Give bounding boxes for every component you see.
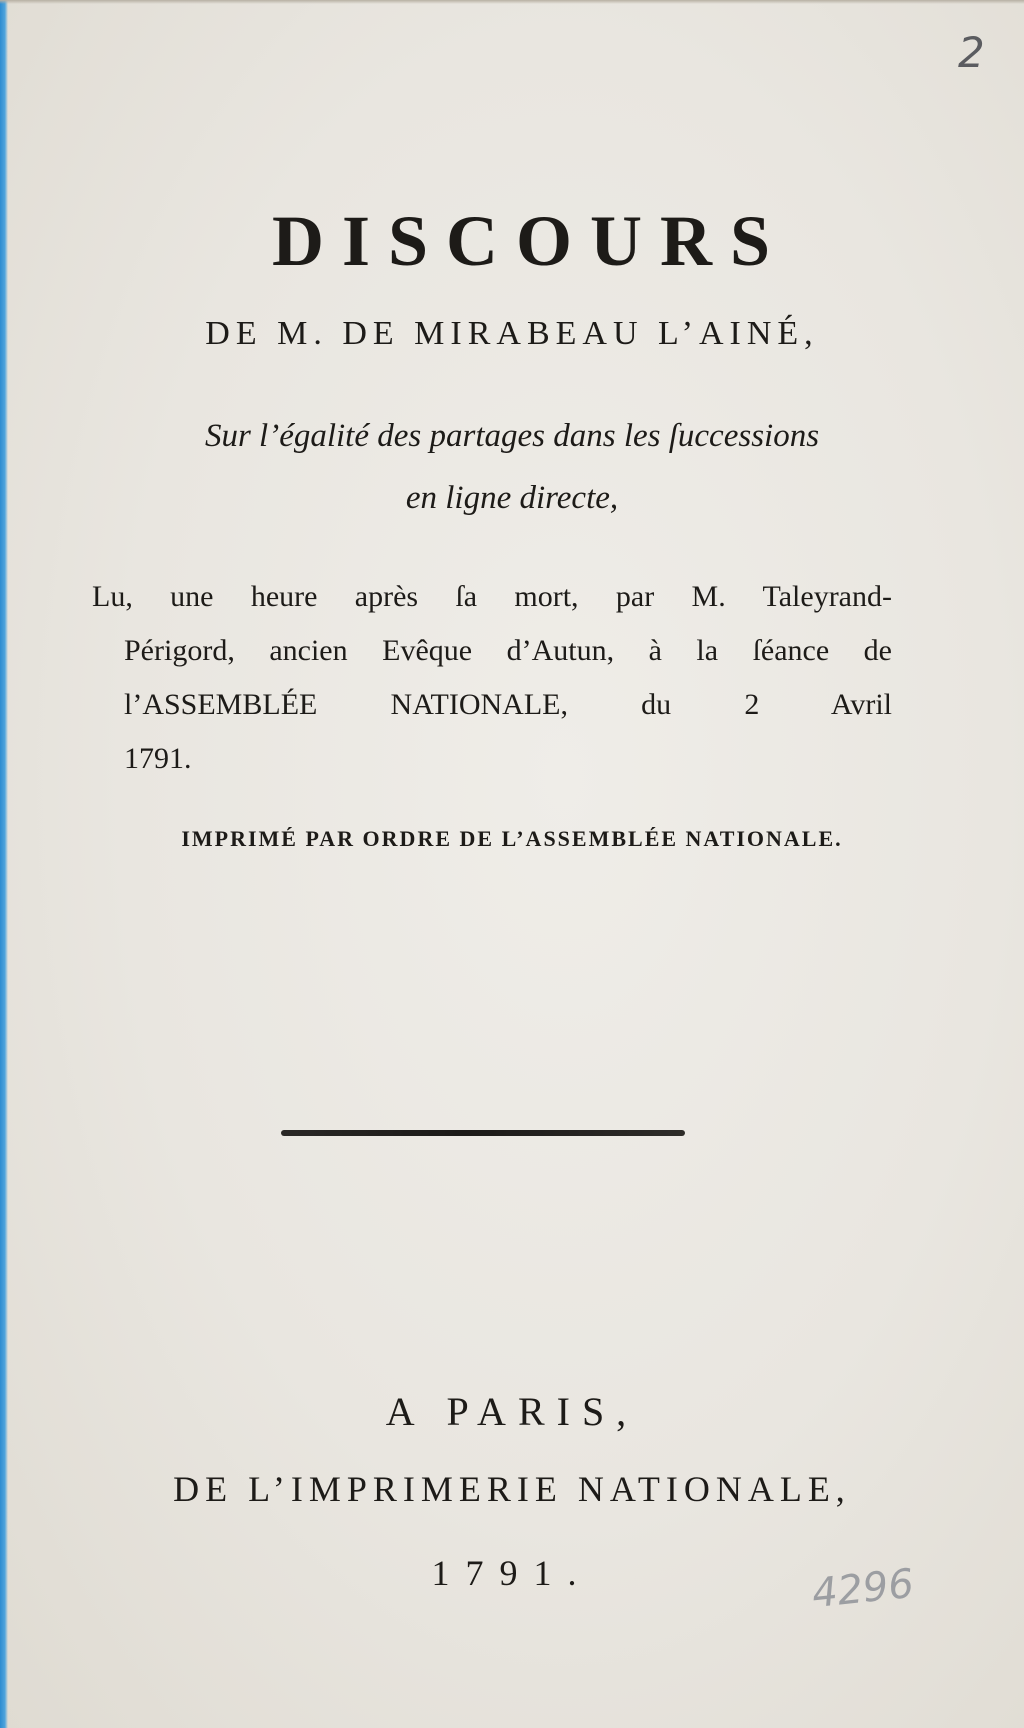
document-title: DISCOURS: [271, 201, 789, 281]
reading-line: l’ASSEMBLÉE NATIONALE, du 2 Avril: [124, 688, 892, 721]
handwritten-page-number: 2: [958, 28, 985, 77]
subject-line: Sur l’égalité des partages dans les ſuccessions: [204, 418, 820, 454]
printer-name: DE L’IMPRIMERIE NATIONALE,: [173, 1469, 851, 1509]
subject-line: en ligne directe,: [405, 480, 619, 516]
handwritten-shelfmark: 4296: [809, 1560, 916, 1618]
subject: [0, 405, 1024, 529]
reading-line: 1791.: [124, 742, 192, 775]
publication-place: A PARIS,: [385, 1389, 639, 1434]
ornamental-rule: [281, 1130, 685, 1136]
printing-order: IMPRIMÉ PAR ORDRE DE L’ASSEMBLÉE NATIONALE.: [181, 826, 843, 851]
page-top-shadow: [0, 0, 1024, 4]
reading-line: Lu, une heure après ſa mort, par M. Taleyrand-: [92, 580, 892, 613]
reading-line: Périgord, ancien Evêque d’Autun, à la ſéance de: [124, 634, 892, 667]
author-line: DE M. DE MIRABEAU L’AINÉ,: [205, 315, 819, 352]
publication-year: 1791.: [431, 1553, 593, 1593]
reading-note: [92, 570, 892, 786]
